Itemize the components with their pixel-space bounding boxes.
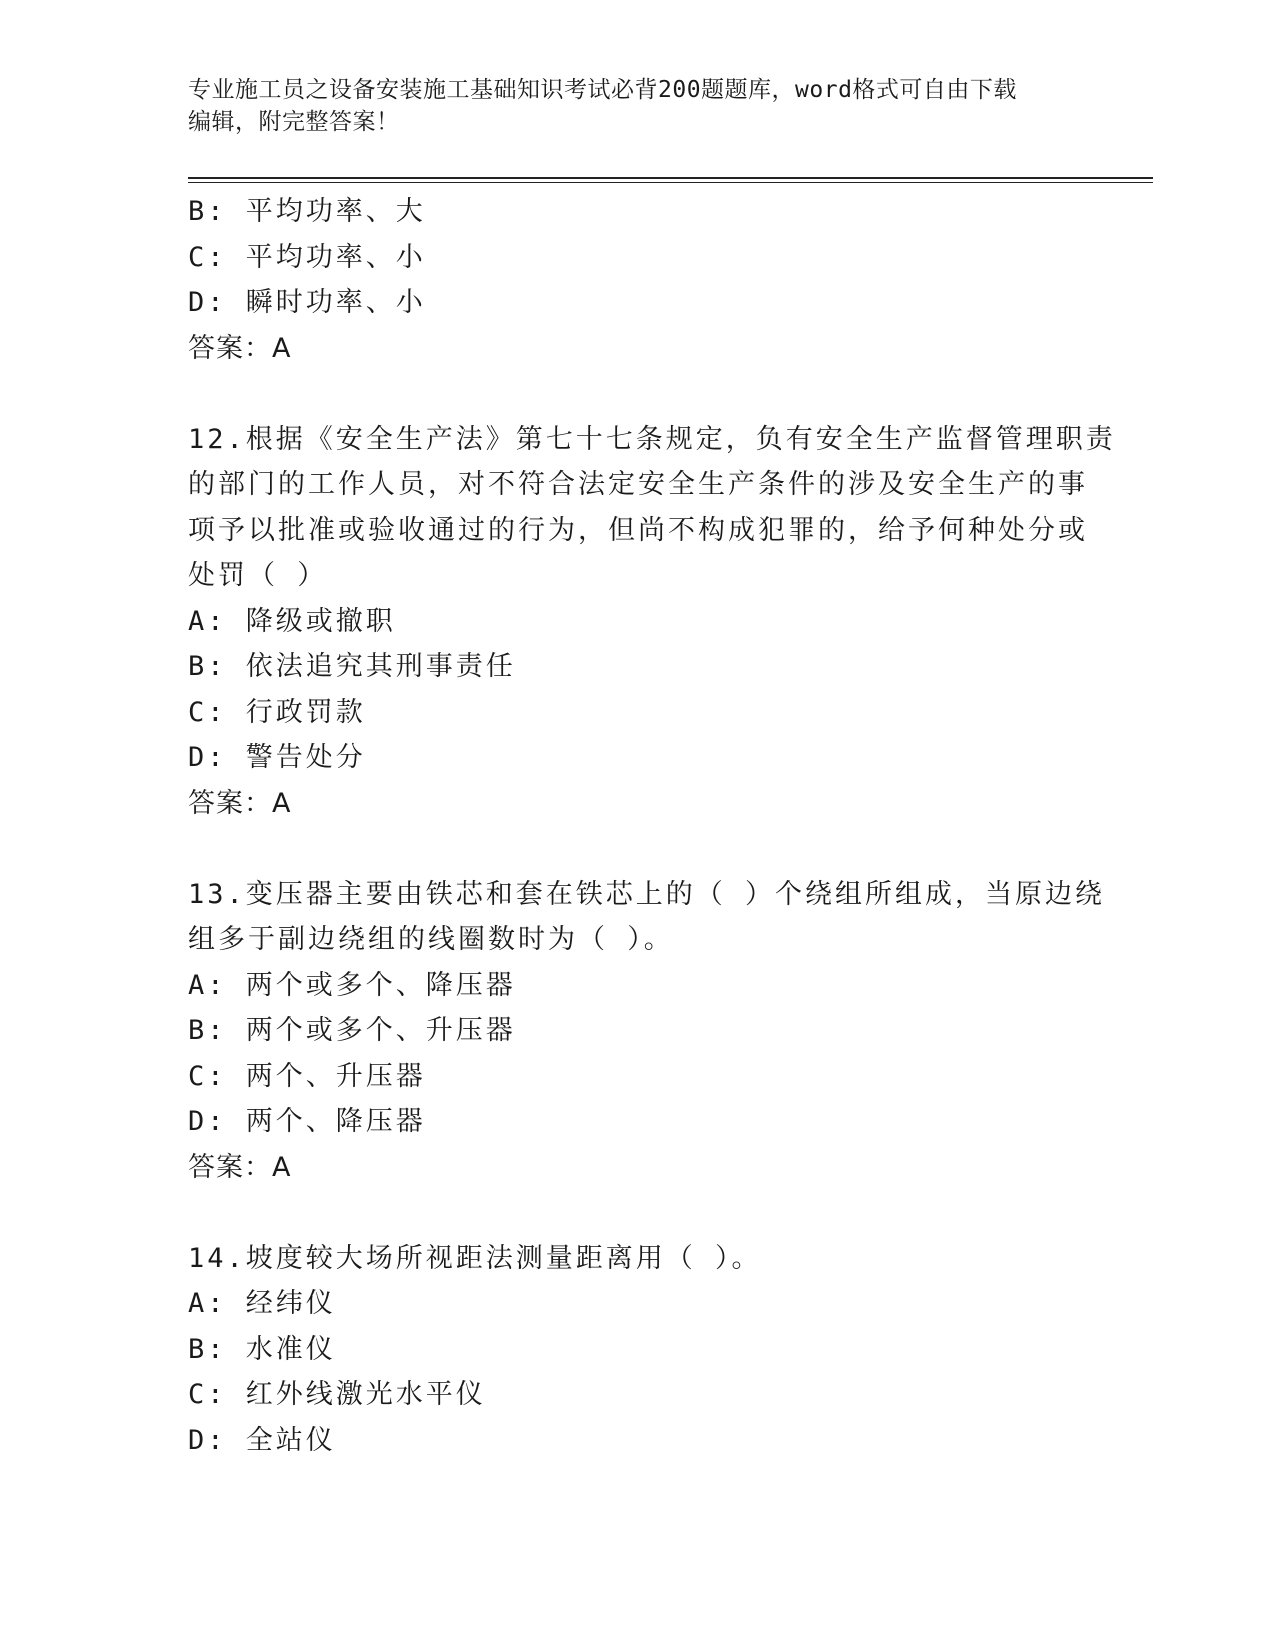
spacer (188, 1190, 1088, 1236)
option-d: D: 两个、降压器 (188, 1106, 426, 1137)
question-stem-line: 的部门的工作人员，对不符合法定安全生产条件的涉及安全生产的事 (188, 469, 1088, 500)
answer-line: 答案：A (188, 332, 292, 364)
question-stem-line: 处罚（ ） (188, 560, 328, 591)
header-line-2: 编辑，附完整答案！ (188, 109, 400, 135)
option-d: D: 警告处分 (188, 742, 366, 773)
option-d: D: 瞬时功率、小 (188, 287, 426, 318)
header-rule-thin (188, 182, 1153, 183)
option-c: C: 行政罚款 (188, 696, 366, 728)
question-stem-line: 12.根据《安全生产法》第七十七条规定，负有安全生产监督管理职责 (188, 423, 1116, 455)
spacer (188, 826, 1088, 872)
option-b: B: 依法追究其刑事责任 (188, 651, 516, 682)
question-content (188, 189, 1116, 1463)
option-c: C: 平均功率、小 (188, 241, 426, 273)
answer-line: 答案：A (188, 1151, 292, 1183)
question-stem-line: 项予以批准或验收通过的行为，但尚不构成犯罪的，给予何种处分或 (188, 514, 1088, 546)
question-stem-line: 13.变压器主要由铁芯和套在铁芯上的（ ）个绕组所组成，当原边绕 (188, 878, 1106, 910)
option-b: B: 水准仪 (188, 1333, 336, 1365)
question-stem-line: 组多于副边绕组的线圈数时为（ ）。 (188, 924, 674, 955)
option-c: C: 红外线激光水平仪 (188, 1379, 486, 1410)
document-header (188, 74, 1068, 138)
header-line-1: 专业施工员之设备安装施工基础知识考试必背200题题库，word格式可自由下载 (188, 77, 1017, 103)
option-a: A: 降级或撤职 (188, 605, 396, 637)
option-b: B: 平均功率、大 (188, 196, 426, 227)
option-b: B: 两个或多个、升压器 (188, 1015, 516, 1046)
option-c: C: 两个、升压器 (188, 1060, 426, 1092)
answer-line: 答案：A (188, 787, 292, 819)
question-11 (188, 189, 1088, 371)
option-a: A: 两个或多个、降压器 (188, 969, 516, 1001)
question-13 (188, 872, 1106, 1191)
question-14 (188, 1236, 1088, 1464)
question-12 (188, 417, 1116, 827)
option-d: D: 全站仪 (188, 1424, 336, 1456)
header-rule-thick (188, 177, 1153, 179)
option-a: A: 经纬仪 (188, 1288, 336, 1319)
question-stem-line: 14.坡度较大场所视距法测量距离用（ ）。 (188, 1242, 762, 1274)
spacer (188, 371, 1088, 417)
